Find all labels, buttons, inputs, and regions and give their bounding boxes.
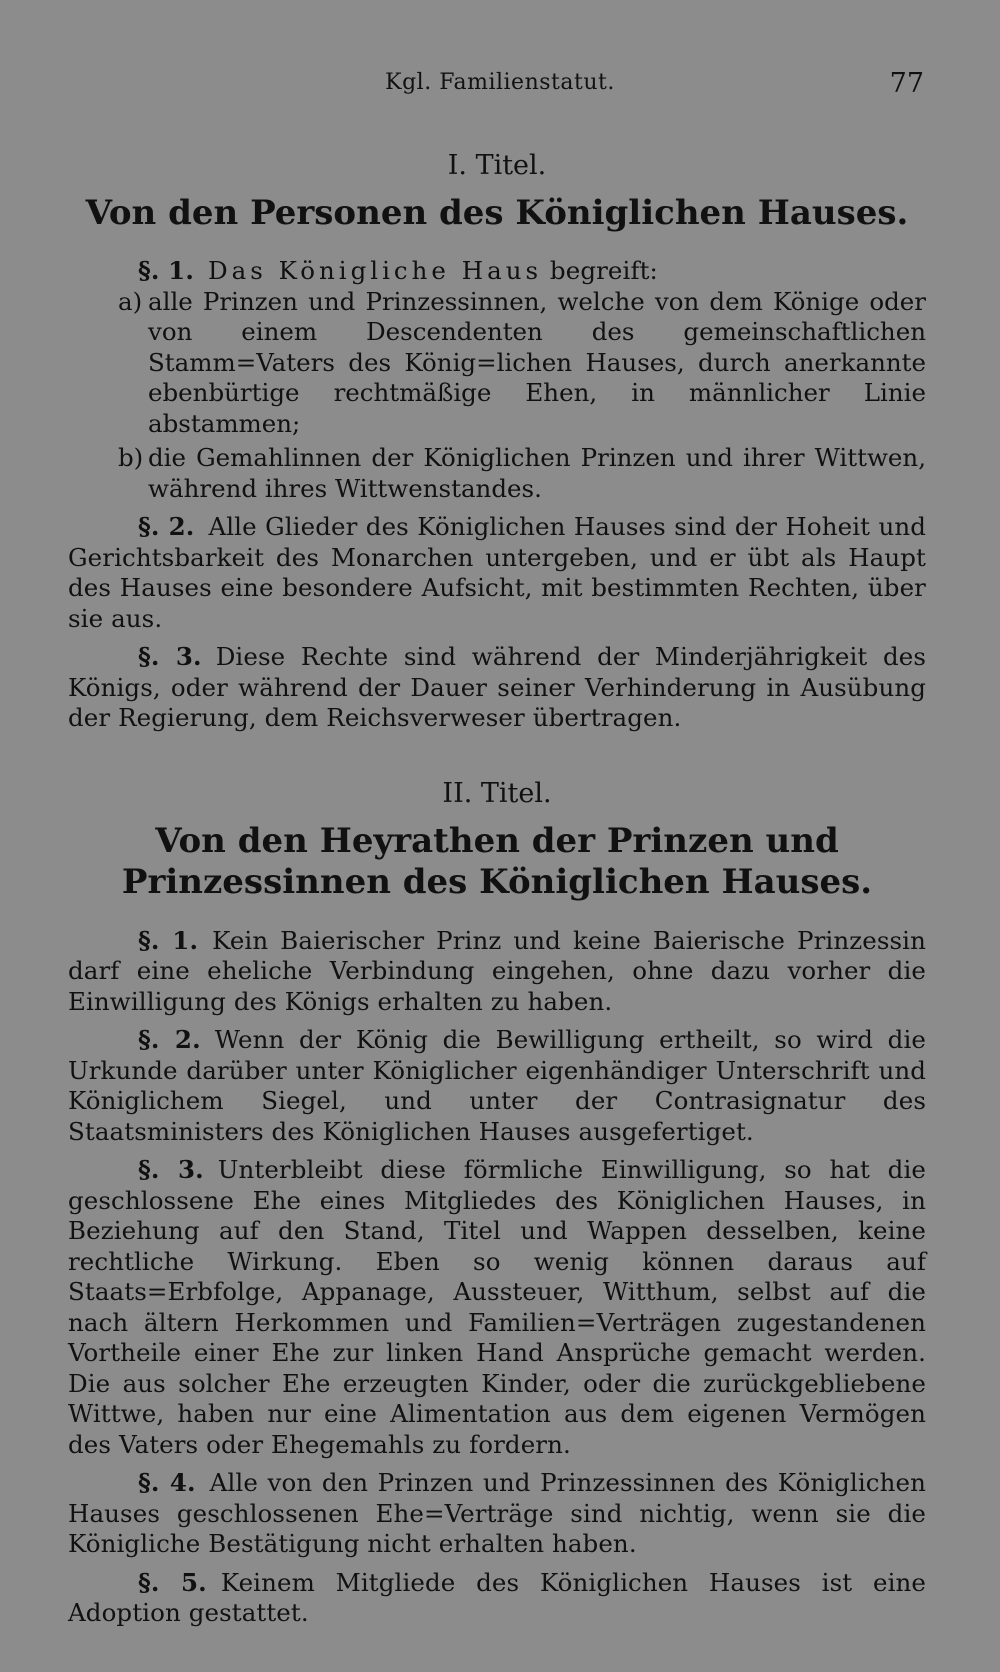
- title-2-heading: Von den Heyrathen der Prinzen und Prinzessinnen des Königlichen Hauses.: [121, 820, 873, 903]
- list-item-label: a): [118, 286, 143, 316]
- title-2-number: II. Titel.: [442, 777, 552, 809]
- section-sign: §. 1.: [138, 925, 199, 955]
- section-lead: Das Königliche Haus: [207, 256, 543, 286]
- title-2-section-5: [68, 1568, 926, 1629]
- list-item-text: die Gemahlinnen der Königlichen Prinzen und ihrer Wittwen, während ihres Wittwenstandes.: [148, 443, 926, 503]
- section-text: Keinem Mitgliede des Königlichen Hauses ist eine Adoption gestattet.: [68, 1567, 927, 1628]
- section-sign: §. 1.: [138, 256, 194, 286]
- section-sign: §. 2.: [138, 1025, 201, 1055]
- title-1-heading: Von den Personen des Königlichen Hauses.: [85, 193, 909, 233]
- title-2-section-1: [68, 926, 926, 1018]
- section-text: Alle von den Prinzen und Prinzessinnen des Königlichen Hauses geschlossenen Ehe=Verträge sind nichtig, wenn sie die Königliche Bestätigung nicht erhalten haben.: [68, 1468, 926, 1559]
- section-sign: §. 5.: [138, 1567, 207, 1597]
- title-2-section-4: [68, 1468, 926, 1560]
- section-sign: §. 3.: [138, 1155, 204, 1185]
- section-text: Alle Glieder des Königlichen Hauses sind der Hoheit und Gerichtsbarkeit des Monarchen untergeben, und er übt als Haupt des Hauses eine besondere Aufsicht, mit bestimmten Rechten, über sie aus.: [68, 512, 926, 633]
- list-item-b: [68, 443, 926, 504]
- section-text: Diese Rechte sind während der Minderjährigkeit des Königs, oder während der Dauer seiner Verhinderung in Ausübung der Regierung, dem Reichsverweser übertragen.: [68, 642, 927, 733]
- list-item-text: alle Prinzen und Prinzessinnen, welche von dem Könige oder von einem Descendenten des gemeinschaftlichen Stamm=Vaters des König=lichen Hauses, durch anerkannte ebenbürtige rechtmäßige Ehen, in männlicher Linie abstammen;: [148, 286, 926, 438]
- page-body: [68, 150, 926, 1629]
- section-text: begreift:: [542, 256, 658, 286]
- title-2-section-2: [68, 1025, 926, 1147]
- title-1-section-2: [68, 512, 926, 634]
- list-item-label: b): [118, 443, 144, 473]
- list-item-a: [68, 287, 926, 440]
- section-sign: §. 2.: [138, 512, 195, 542]
- section-text: Unterbleibt diese förmliche Einwilligung, so hat die geschlossene Ehe eines Mitgliedes des Königlichen Hauses, in Beziehung auf den Stand, Titel und Wappen desselben, keine rechtliche Wirkung. Eben so wenig können daraus auf Staats=Erbfolge, Appanage, Aussteuer, Witthum, selbst auf die nach ältern Herkommen und Familien=Verträgen zugestandenen Vortheile einer Ehe zur linken Hand Ansprüche gemacht werden. Die aus solcher Ehe erzeugten Kinder, oder die zurückgebliebene Wittwe, haben nur eine Alimentation aus dem eigenen Vermögen des Vaters oder Ehegemahls zu fordern.: [68, 1155, 927, 1459]
- title-1-number: I. Titel.: [447, 150, 547, 181]
- section-sign: §. 3.: [138, 642, 202, 672]
- section-text: Kein Baierischer Prinz und keine Baierische Prinzessin darf eine eheliche Verbindung eingehen, ohne dazu vorher die Einwilligung des Königs erhalten zu haben.: [68, 925, 926, 1016]
- title-1-section-1: [68, 256, 926, 287]
- title-1-section-3: [68, 642, 926, 734]
- section-text: Wenn der König die Bewilligung ertheilt, so wird die Urkunde darüber unter Königlicher eigenhändiger Unterschrift und Königlichem Siegel, und unter der Contrasignatur des Staatsministers des Königlichen Hauses ausgefertiget.: [68, 1025, 926, 1146]
- section-sign: §. 4.: [138, 1468, 196, 1498]
- title-2-section-3: [68, 1155, 926, 1460]
- page-number: 77: [889, 68, 924, 99]
- running-title: Kgl. Familienstatut.: [385, 70, 615, 95]
- page-header: [0, 70, 1000, 110]
